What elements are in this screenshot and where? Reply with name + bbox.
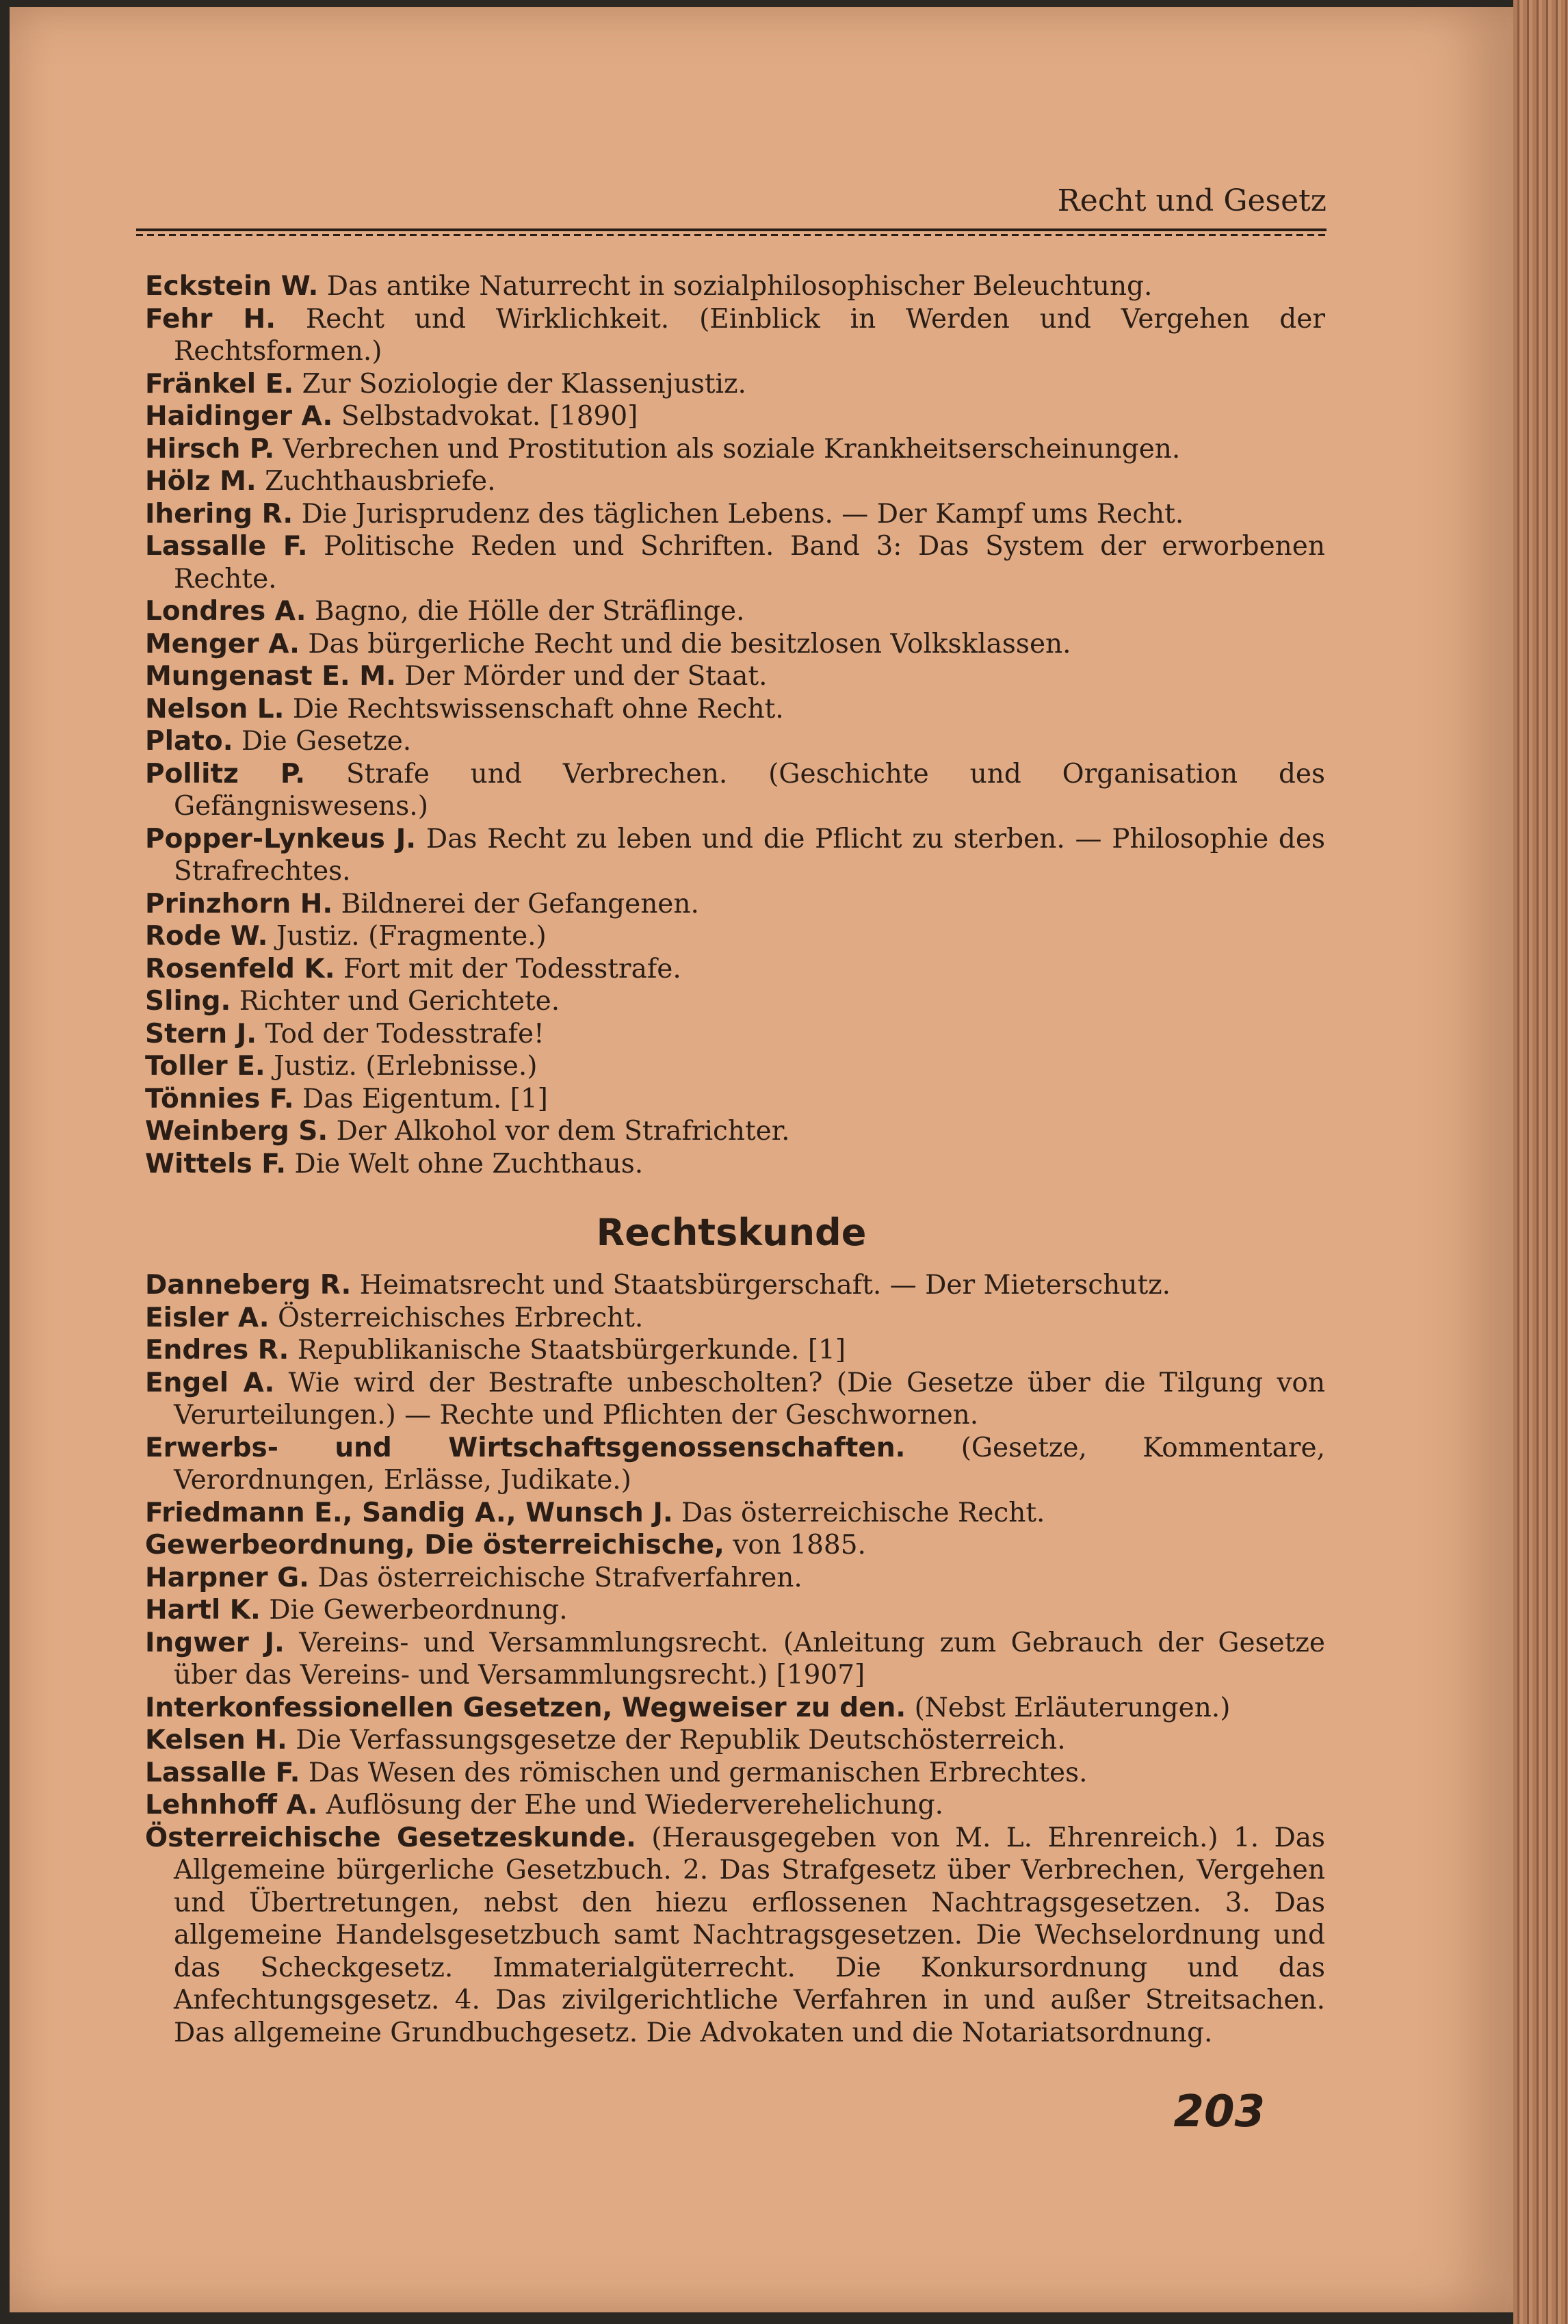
entry-title: Die Gewerbeordnung. xyxy=(269,1595,568,1626)
entry-author: Popper-Lynkeus J. xyxy=(145,823,417,854)
entry-title: Richter und Gerichtete. xyxy=(239,986,560,1017)
entry-title: Auflösung der Ehe und Wiederverehelichung. xyxy=(326,1790,944,1820)
entry-title: Fort mit der Todesstrafe. xyxy=(343,953,681,984)
entry-author: Kelsen H. xyxy=(145,1725,287,1755)
entry-author: Eisler A. xyxy=(145,1302,270,1333)
bibliography-entry xyxy=(145,953,1325,986)
entry-title: Das österreichische Strafverfahren. xyxy=(317,1562,802,1593)
entry-author: Österreichische Gesetzeskunde. xyxy=(145,1822,636,1853)
entry-author: Lassalle F. xyxy=(145,1757,300,1788)
bibliography-entry xyxy=(145,1269,1325,1302)
entry-author: Hirsch P. xyxy=(145,433,275,465)
entry-author: Fränkel E. xyxy=(145,368,294,400)
bibliography-entry xyxy=(145,1050,1325,1083)
bibliography-entry xyxy=(145,595,1325,628)
entry-author: Sling. xyxy=(145,986,231,1017)
book-page xyxy=(10,7,1515,2312)
entry-title: (Nebst Erläuterungen.) xyxy=(914,1692,1231,1723)
entry-author: Danneberg R. xyxy=(145,1270,352,1301)
bibliography-entry xyxy=(145,888,1325,921)
entry-title: Republikanische Staatsbürgerkunde. [1] xyxy=(297,1335,846,1366)
entry-title: Das Recht zu leben und die Pflicht zu sterben. — Philosophie des Strafrechtes. xyxy=(174,823,1325,887)
entry-author: Wittels F. xyxy=(145,1148,287,1179)
entry-title: Der Mörder und der Staat. xyxy=(404,661,768,692)
entry-title: (Herausgegeben von M. L. Ehrenreich.) 1. Das Allgemeine bürgerliche Gesetzbuch. 2. Das Strafgesetz über Verbrechen, Vergehen und Übertretungen, nebst den hiezu erflossenen Nachtragsgesetzen. 3. Das allgemeine Handelsgesetzbuch samt Nachtragsgesetzen. Die Wechselordnung und das Scheckgesetz. Immaterialgüterrecht. Die Konkursordnung und das Anfechtungsgesetz. 4. Das zivilgerichtliche Verfahren in und außer Streitsachen. Das allgemeine Grundbuchgesetz. Die Advokaten und die Notariatsordnung. xyxy=(174,1822,1325,2048)
entry-title: (Gesetze, Kommentare, Verordnungen, Erlässe, Judikate.) xyxy=(174,1432,1325,1496)
entry-author: Fehr H. xyxy=(145,303,276,335)
entry-author: Engel A. xyxy=(145,1367,275,1398)
bibliography-entry xyxy=(145,270,1325,303)
running-header: Recht und Gesetz xyxy=(1057,183,1327,218)
bibliography-entry xyxy=(145,1432,1325,1497)
entry-title: Das antike Naturrecht in sozialphilosophischer Beleuchtung. xyxy=(326,271,1153,302)
bibliography-entry xyxy=(145,1757,1325,1790)
entry-author: Rosenfeld K. xyxy=(145,953,335,984)
entry-author: Lassalle F. xyxy=(145,531,308,562)
entry-title: Bildnerei der Gefangenen. xyxy=(341,888,699,919)
entry-author: Gewerbeordnung, Die österreichische, xyxy=(145,1530,724,1561)
entry-title: Die Welt ohne Zuchthaus. xyxy=(294,1148,644,1179)
bibliography-entry xyxy=(145,400,1325,433)
entry-author: Prinzhorn H. xyxy=(145,888,333,919)
bibliography-entry xyxy=(145,303,1325,368)
entry-author: Menger A. xyxy=(145,628,300,660)
entry-author: Eckstein W. xyxy=(145,271,319,302)
entry-author: Nelson L. xyxy=(145,693,285,724)
entry-title: Zuchthausbriefe. xyxy=(265,466,496,497)
bibliography-entry xyxy=(145,920,1325,953)
bibliography-entry xyxy=(145,1627,1325,1692)
entry-title: Selbstadvokat. [1890] xyxy=(341,401,638,432)
bibliography-list-rechtskunde xyxy=(145,1269,1325,2049)
bibliography-entry xyxy=(145,758,1325,823)
entry-title: Die Rechtswissenschaft ohne Recht. xyxy=(292,693,784,724)
entry-author: Ihering R. xyxy=(145,498,293,530)
bibliography-list-recht xyxy=(145,270,1325,1180)
bibliography-entry xyxy=(145,628,1325,661)
bibliography-entry xyxy=(145,1302,1325,1335)
entry-title: Tod der Todesstrafe! xyxy=(265,1018,545,1049)
entry-title: Bagno, die Hölle der Sträflinge. xyxy=(314,596,745,627)
entry-title: Das Eigentum. [1] xyxy=(302,1083,548,1114)
entry-author: Weinberg S. xyxy=(145,1116,328,1147)
bibliography-entry xyxy=(145,1789,1325,1822)
bibliography-entry xyxy=(145,1497,1325,1530)
header-rule xyxy=(136,229,1327,238)
entry-title: Recht und Wirklichkeit. (Einblick in Werden und Vergehen der Rechtsformen.) xyxy=(174,303,1325,367)
bibliography-entry xyxy=(145,660,1325,693)
bibliography-entry xyxy=(145,368,1325,401)
entry-author: Pollitz P. xyxy=(145,758,306,789)
entry-author: Rode W. xyxy=(145,921,268,952)
entry-author: Harpner G. xyxy=(145,1562,309,1593)
section-title: Rechtskunde xyxy=(596,1211,867,1254)
entry-title: von 1885. xyxy=(733,1530,866,1561)
bibliography-entry xyxy=(145,1367,1325,1432)
entry-title: Das bürgerliche Recht und die besitzlosen Volksklassen. xyxy=(308,628,1071,660)
entry-author: Friedmann E., Sandig A., Wunsch J. xyxy=(145,1497,673,1528)
entry-title: Die Jurisprudenz des täglichen Lebens. — Der Kampf ums Recht. xyxy=(301,498,1184,530)
entry-author: Tönnies F. xyxy=(145,1083,294,1114)
entry-title: Vereins- und Versammlungsrecht. (Anleitung zum Gebrauch der Gesetze über das Vereins- und Versammlungsrecht.) [1907] xyxy=(174,1627,1325,1690)
entry-author: Haidinger A. xyxy=(145,401,333,432)
entry-author: Mungenast E. M. xyxy=(145,661,396,692)
entry-author: Erwerbs- und Wirtschaftsgenossenschaften. xyxy=(145,1432,906,1463)
entry-title: Das Wesen des römischen und germanischen Erbrechtes. xyxy=(308,1757,1088,1788)
entry-title: Die Verfassungsgesetze der Republik Deutschösterreich. xyxy=(296,1725,1066,1755)
entry-title: Heimatsrecht und Staatsbürgerschaft. — Der Mieterschutz. xyxy=(359,1270,1171,1301)
bibliography-entry xyxy=(145,1594,1325,1627)
bibliography-entry xyxy=(145,1334,1325,1367)
bibliography-entry xyxy=(145,1083,1325,1116)
bibliography-entry xyxy=(145,1148,1325,1181)
bibliography-entry xyxy=(145,985,1325,1018)
entry-title: Österreichisches Erbrecht. xyxy=(277,1302,644,1333)
entry-author: Interkonfessionellen Gesetzen, Wegweiser zu den. xyxy=(145,1692,906,1723)
bibliography-entry xyxy=(145,1529,1325,1562)
entry-author: Londres A. xyxy=(145,596,306,627)
entry-author: Stern J. xyxy=(145,1018,257,1049)
entry-title: Zur Soziologie der Klassenjustiz. xyxy=(302,368,746,400)
bibliography-entry xyxy=(145,1562,1325,1595)
bibliography-entry xyxy=(145,693,1325,726)
bibliography-entry xyxy=(145,1724,1325,1757)
bibliography-entry xyxy=(145,1822,1325,2050)
bibliography-entry xyxy=(145,530,1325,595)
bibliography-entry xyxy=(145,498,1325,531)
bibliography-entry xyxy=(145,823,1325,888)
entry-title: Strafe und Verbrechen. (Geschichte und Organisation des Gefängniswesens.) xyxy=(174,758,1326,822)
entry-author: Plato. xyxy=(145,726,233,757)
entry-title: Das österreichische Recht. xyxy=(681,1497,1045,1528)
bibliography-entry xyxy=(145,433,1325,466)
entry-author: Lehnhoff A. xyxy=(145,1790,318,1820)
page-edges xyxy=(1513,0,1568,2324)
entry-title: Wie wird der Bestrafte unbescholten? (Die Gesetze über die Tilgung von Verurteilungen.) — Rechte und Pflichten der Geschwornen. xyxy=(174,1367,1325,1431)
bibliography-entry xyxy=(145,1115,1325,1148)
entry-title: Justiz. (Erlebnisse.) xyxy=(274,1051,538,1082)
bibliography-entry xyxy=(145,725,1325,758)
entry-author: Hartl K. xyxy=(145,1595,261,1626)
entry-author: Endres R. xyxy=(145,1335,289,1366)
entry-title: Die Gesetze. xyxy=(241,726,412,757)
entry-title: Der Alkohol vor dem Strafrichter. xyxy=(336,1116,790,1147)
bibliography-entry xyxy=(145,465,1325,498)
entry-author: Ingwer J. xyxy=(145,1627,285,1658)
bibliography-entry xyxy=(145,1692,1325,1725)
page-number: 203 xyxy=(1173,2087,1265,2137)
entry-title: Politische Reden und Schriften. Band 3: Das System der erworbenen Rechte. xyxy=(174,531,1325,595)
entry-title: Justiz. (Fragmente.) xyxy=(276,921,547,952)
entry-author: Toller E. xyxy=(145,1051,265,1082)
bibliography-entry xyxy=(145,1018,1325,1051)
header-rule-dashed xyxy=(136,234,1327,236)
entry-author: Hölz M. xyxy=(145,466,257,497)
entry-title: Verbrechen und Prostitution als soziale Krankheitserscheinungen. xyxy=(283,433,1181,465)
